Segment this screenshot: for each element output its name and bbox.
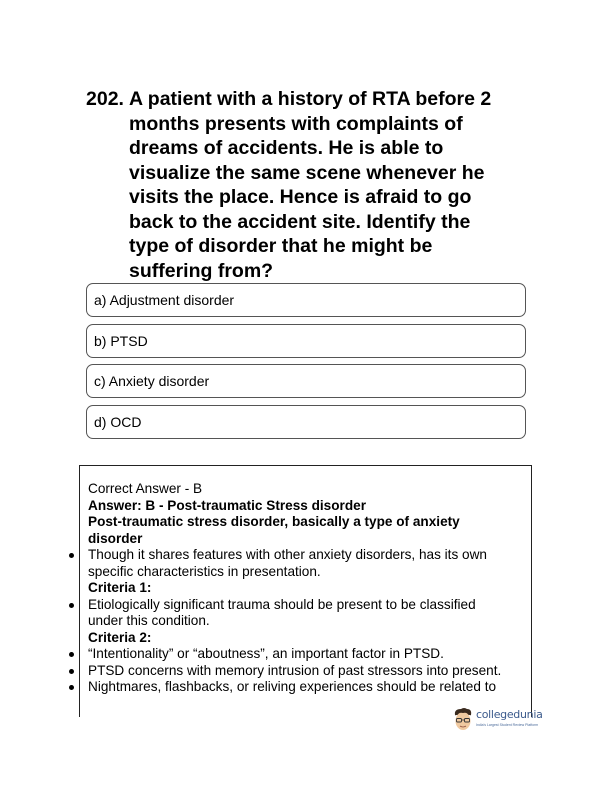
criteria-2-title: Criteria 2: bbox=[88, 629, 152, 645]
bullet-icon bbox=[69, 603, 74, 608]
question-line: visualize the same scene whenever he bbox=[129, 161, 485, 184]
question-line: months presents with complaints of bbox=[129, 112, 463, 135]
question-line: suffering from? bbox=[129, 259, 274, 282]
question-line: visits the place. Hence is afraid to go bbox=[129, 186, 472, 208]
bullet-item bbox=[88, 679, 533, 696]
answer-options bbox=[86, 283, 526, 445]
answer-title: Answer: B - Post-traumatic Stress disorder bbox=[88, 497, 366, 513]
question bbox=[86, 87, 526, 283]
bullet-item bbox=[88, 646, 533, 663]
option-d[interactable]: d) OCD bbox=[86, 405, 526, 439]
bullet-text: “Intentionality” or “aboutness”, an important factor in PTSD. bbox=[88, 646, 444, 661]
bullet-text: Though it shares features with other anxiety disorders, has its own bbox=[88, 547, 487, 562]
correct-answer-line: Correct Answer - B bbox=[88, 481, 203, 496]
question-line: dreams of accidents. He is able to bbox=[129, 137, 444, 159]
bullet-icon bbox=[69, 553, 74, 558]
logo-tagline: India's Largest Student Review Platform bbox=[476, 723, 539, 727]
bullet-icon bbox=[69, 685, 74, 690]
collegedunia-logo bbox=[452, 705, 552, 735]
question-number: 202. bbox=[86, 88, 124, 110]
answer-subtitle: Post-traumatic stress disorder, basically a type of anxiety bbox=[88, 514, 460, 529]
option-a[interactable]: a) Adjustment disorder bbox=[86, 283, 526, 317]
bullet-item bbox=[88, 663, 533, 680]
bullet-text: under this condition. bbox=[88, 613, 210, 628]
bullet-item bbox=[88, 547, 533, 580]
answer-content bbox=[88, 481, 533, 696]
mascot-face-icon bbox=[452, 707, 474, 733]
bullet-text: Nightmares, flashbacks, or reliving experiences should be related to bbox=[88, 679, 497, 694]
question-text bbox=[129, 87, 526, 283]
option-c[interactable]: c) Anxiety disorder bbox=[86, 364, 526, 398]
question-line: type of disorder that he might be bbox=[129, 235, 433, 257]
option-b[interactable]: b) PTSD bbox=[86, 324, 526, 358]
bullet-text: PTSD concerns with memory intrusion of past stressors into present. bbox=[88, 662, 502, 678]
criteria-1-title: Criteria 1: bbox=[88, 580, 152, 595]
bullet-text: Etiologically significant trauma should be present to be classified bbox=[88, 596, 476, 612]
question-line: back to the accident site. Identify the bbox=[129, 210, 471, 233]
bullet-text: specific characteristics in presentation. bbox=[88, 563, 321, 579]
question-line: A patient with a history of RTA before 2 bbox=[129, 88, 492, 110]
answer-subtitle: disorder bbox=[88, 530, 143, 546]
bullet-icon bbox=[69, 669, 74, 674]
logo-wordmark: collegedunia bbox=[476, 708, 543, 721]
answer-explanation-box bbox=[79, 465, 532, 717]
bullet-item bbox=[88, 597, 533, 630]
bullet-icon bbox=[69, 652, 74, 657]
